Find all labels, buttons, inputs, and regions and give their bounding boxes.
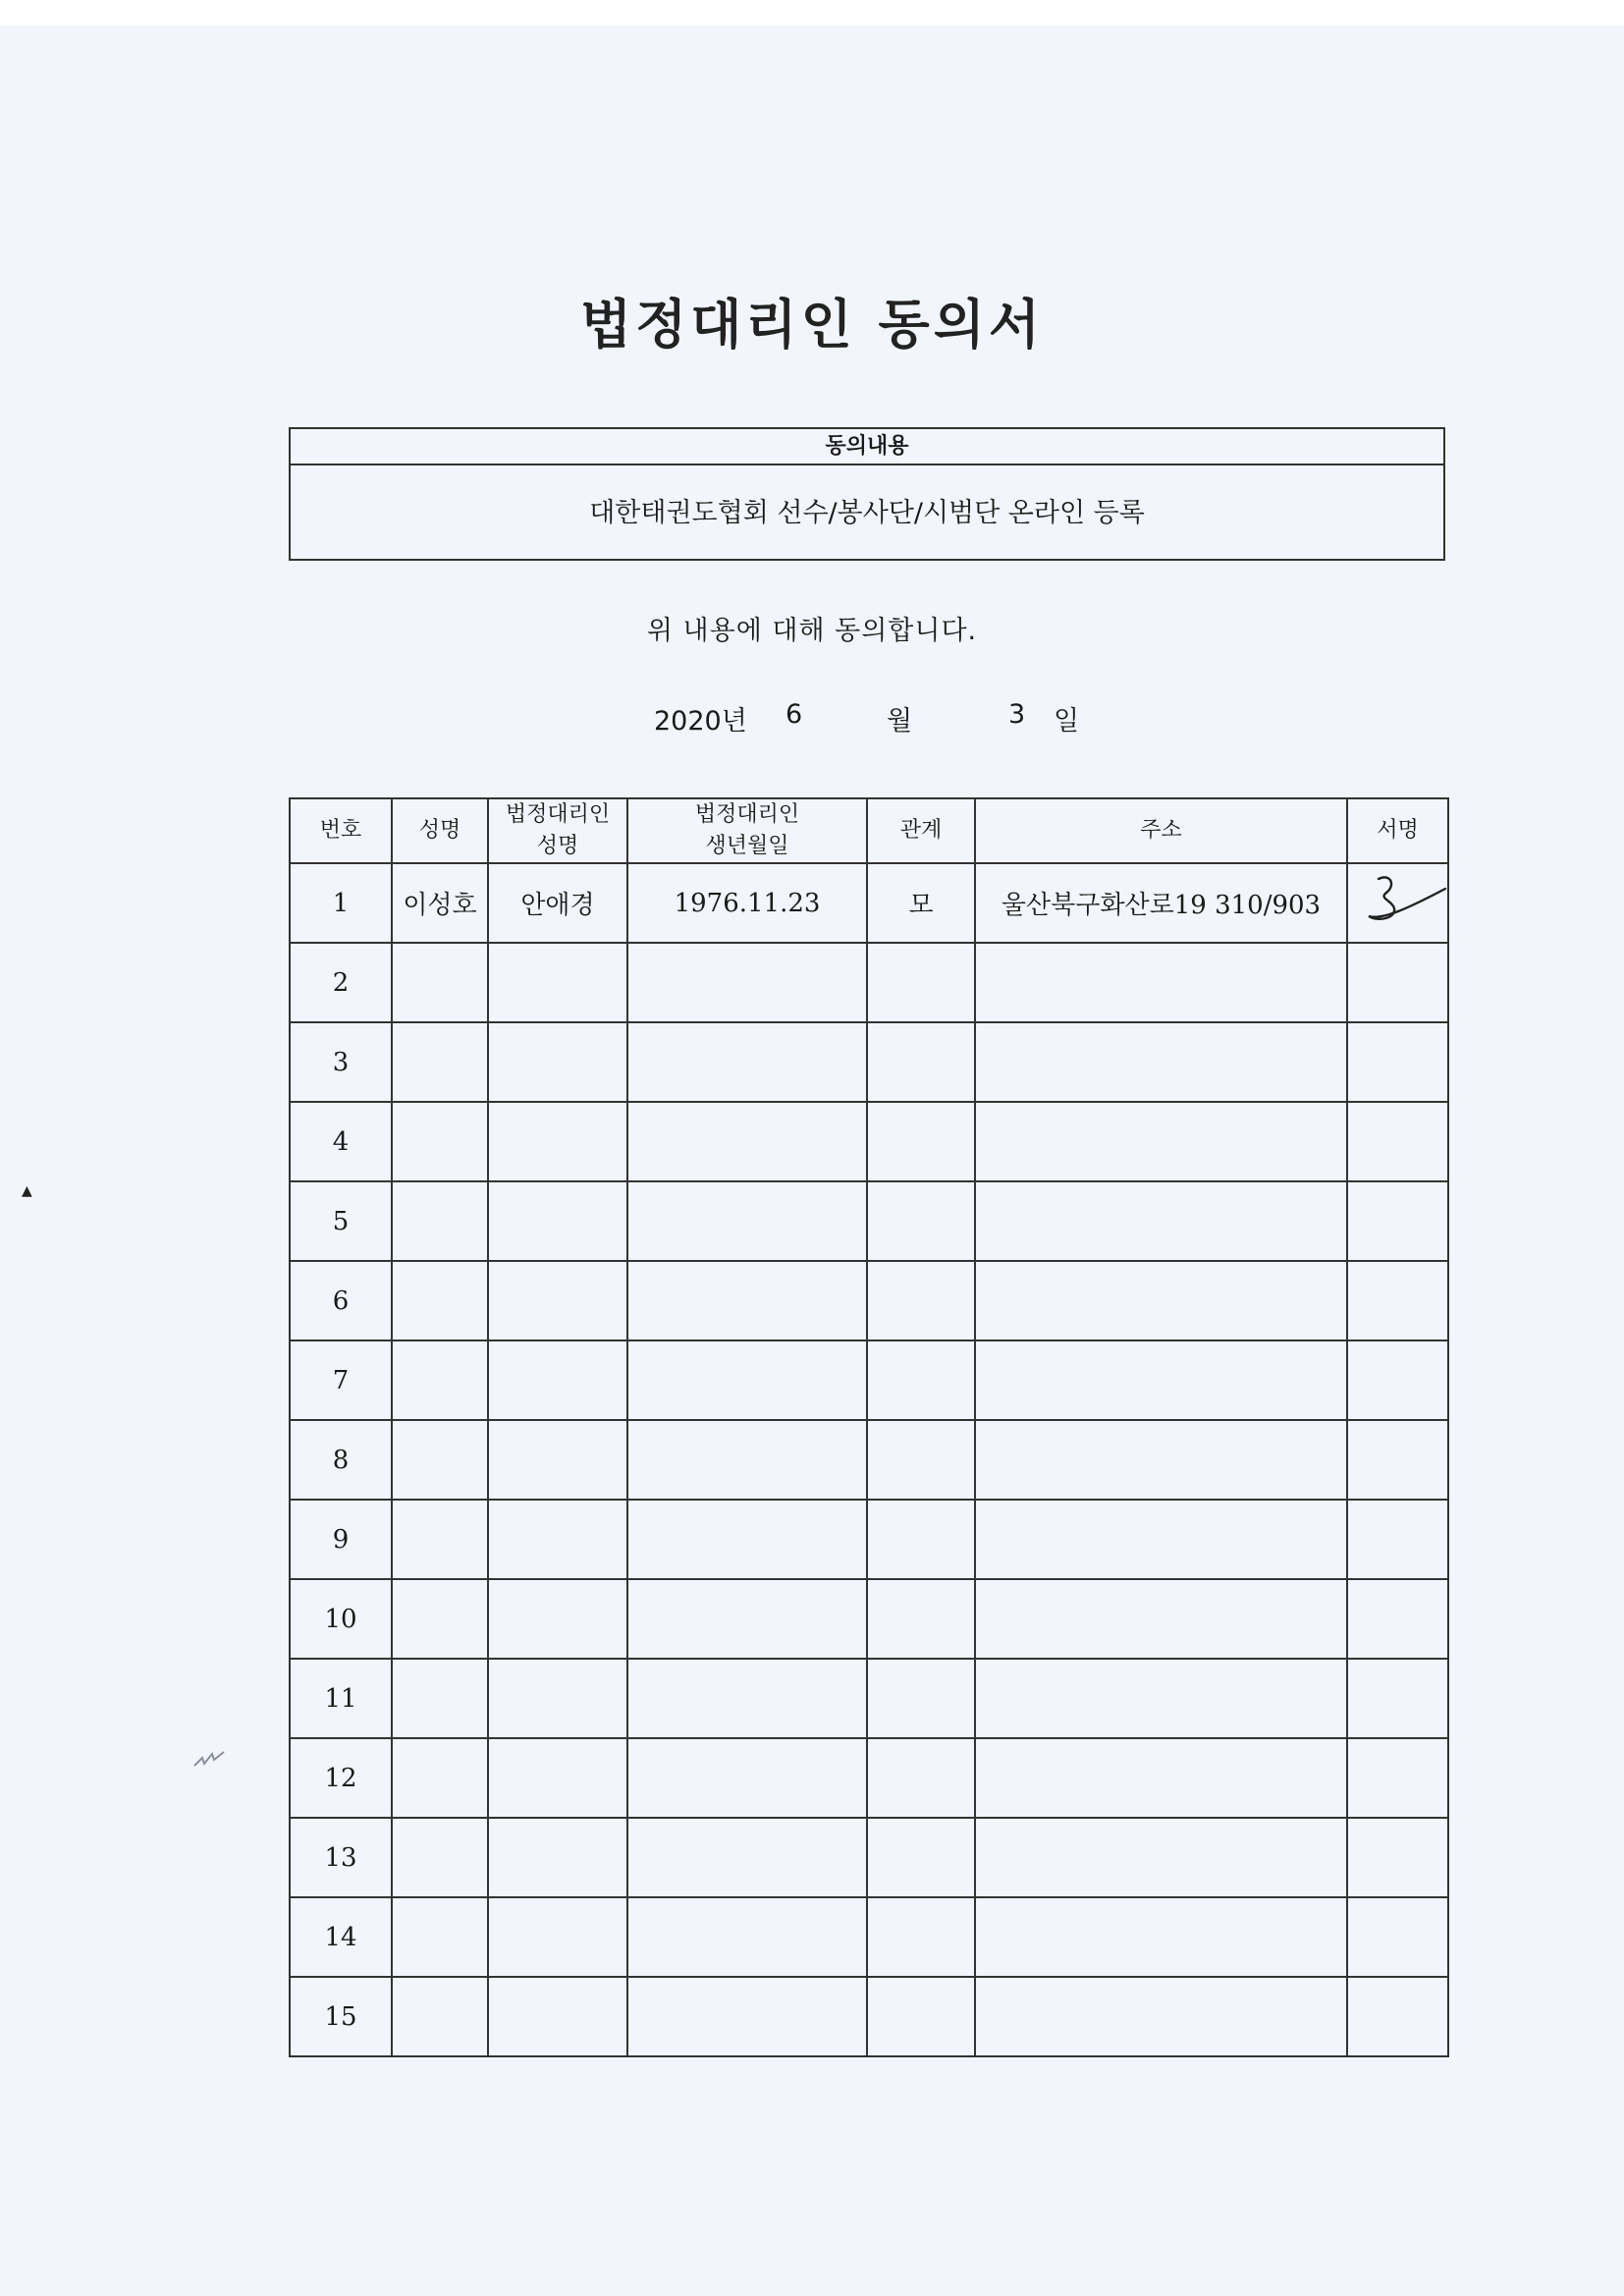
row-guardian-name — [488, 1659, 627, 1738]
row-signature — [1347, 1500, 1448, 1579]
row-name — [392, 1102, 488, 1181]
row-signature — [1347, 1579, 1448, 1659]
table-row — [290, 1897, 1448, 1977]
row-guardian-name — [488, 1977, 627, 2056]
row-guardian-birthdate — [627, 1022, 867, 1102]
row-relation — [867, 1818, 975, 1897]
row-guardian-birthdate — [627, 1659, 867, 1738]
row-number: 8 — [290, 1420, 392, 1500]
handwritten-signature — [1349, 869, 1447, 938]
row-guardian-birthdate — [627, 1102, 867, 1181]
row-relation — [867, 1738, 975, 1818]
header-guardian-name — [488, 798, 627, 863]
row-guardian-name — [488, 943, 627, 1022]
date-year: 2020년 — [654, 706, 747, 737]
row-address — [975, 1579, 1347, 1659]
row-address: 울산북구화산로19 310/903 — [975, 863, 1347, 943]
row-address — [975, 1261, 1347, 1340]
row-guardian-birthdate — [627, 1261, 867, 1340]
row-guardian-birthdate: 1976.11.23 — [627, 863, 867, 943]
row-signature — [1347, 863, 1448, 943]
header-name: 성명 — [392, 798, 488, 863]
row-relation — [867, 943, 975, 1022]
header-relation: 관계 — [867, 798, 975, 863]
row-number: 11 — [290, 1659, 392, 1738]
row-guardian-name — [488, 1818, 627, 1897]
row-address — [975, 1897, 1347, 1977]
row-guardian-name: 안애경 — [488, 863, 627, 943]
row-number: 3 — [290, 1022, 392, 1102]
row-guardian-name — [488, 1261, 627, 1340]
table-row — [290, 1420, 1448, 1500]
row-name — [392, 1897, 488, 1977]
row-guardian-birthdate — [627, 1340, 867, 1420]
row-number: 12 — [290, 1738, 392, 1818]
table-row — [290, 1181, 1448, 1261]
row-signature — [1347, 1897, 1448, 1977]
table-row — [290, 1579, 1448, 1659]
row-guardian-name — [488, 1738, 627, 1818]
row-number: 4 — [290, 1102, 392, 1181]
row-signature — [1347, 1102, 1448, 1181]
row-address — [975, 1340, 1347, 1420]
row-number: 1 — [290, 863, 392, 943]
header-guardian-birthdate-line1: 법정대리인 — [694, 802, 800, 827]
row-relation — [867, 1261, 975, 1340]
scan-smudge — [192, 1748, 228, 1772]
header-guardian-name-line1: 법정대리인 — [505, 802, 611, 827]
row-signature — [1347, 1261, 1448, 1340]
row-guardian-name — [488, 1022, 627, 1102]
row-name — [392, 1977, 488, 2056]
header-number: 번호 — [290, 798, 392, 863]
row-signature — [1347, 1818, 1448, 1897]
consent-content-body: 대한태권도협회 선수/봉사단/시범단 온라인 등록 — [589, 498, 1145, 528]
scan-speck: ▲ — [22, 1183, 32, 1199]
row-guardian-birthdate — [627, 1977, 867, 2056]
row-guardian-birthdate — [627, 1579, 867, 1659]
row-address — [975, 1181, 1347, 1261]
row-signature — [1347, 1022, 1448, 1102]
row-relation — [867, 1897, 975, 1977]
row-name — [392, 1420, 488, 1500]
guardian-roster-table — [289, 797, 1449, 2057]
row-number: 6 — [290, 1261, 392, 1340]
row-name — [392, 1022, 488, 1102]
row-address — [975, 1102, 1347, 1181]
row-guardian-name — [488, 1500, 627, 1579]
row-number: 15 — [290, 1977, 392, 2056]
header-address: 주소 — [975, 798, 1347, 863]
row-address — [975, 1022, 1347, 1102]
row-guardian-birthdate — [627, 1500, 867, 1579]
row-name — [392, 1738, 488, 1818]
row-signature — [1347, 1977, 1448, 2056]
row-address — [975, 1738, 1347, 1818]
row-relation — [867, 1420, 975, 1500]
row-guardian-name — [488, 1897, 627, 1977]
row-relation — [867, 1977, 975, 2056]
row-address — [975, 1977, 1347, 2056]
row-number: 2 — [290, 943, 392, 1022]
row-name — [392, 1500, 488, 1579]
row-guardian-name — [488, 1102, 627, 1181]
date-day: 3 — [1008, 699, 1026, 730]
row-number: 13 — [290, 1818, 392, 1897]
row-guardian-birthdate — [627, 1897, 867, 1977]
table-row — [290, 1500, 1448, 1579]
row-relation — [867, 1340, 975, 1420]
row-name — [392, 943, 488, 1022]
table-row — [290, 1977, 1448, 2056]
consent-content-box — [289, 427, 1445, 561]
agreement-statement: 위 내용에 대해 동의합니다. — [646, 616, 978, 646]
row-relation — [867, 1579, 975, 1659]
row-number: 10 — [290, 1579, 392, 1659]
row-relation — [867, 1102, 975, 1181]
row-guardian-name — [488, 1181, 627, 1261]
date-month-label: 월 — [887, 706, 913, 737]
row-guardian-name — [488, 1579, 627, 1659]
row-number: 5 — [290, 1181, 392, 1261]
header-guardian-birthdate — [627, 798, 867, 863]
row-signature — [1347, 1659, 1448, 1738]
table-row — [290, 1022, 1448, 1102]
row-relation — [867, 1500, 975, 1579]
row-number: 14 — [290, 1897, 392, 1977]
row-guardian-birthdate — [627, 1818, 867, 1897]
consent-content-header: 동의내용 — [291, 429, 1443, 465]
row-guardian-name — [488, 1420, 627, 1500]
table-row — [290, 1261, 1448, 1340]
table-row — [290, 1659, 1448, 1738]
row-address — [975, 943, 1347, 1022]
table-header-row — [290, 798, 1448, 863]
row-guardian-birthdate — [627, 1420, 867, 1500]
table-row — [290, 1340, 1448, 1420]
row-guardian-birthdate — [627, 943, 867, 1022]
row-name — [392, 1818, 488, 1897]
row-relation — [867, 1659, 975, 1738]
row-signature — [1347, 1738, 1448, 1818]
row-relation — [867, 1181, 975, 1261]
row-name: 이성호 — [392, 863, 488, 943]
header-guardian-birthdate-line2: 생년월일 — [705, 834, 789, 858]
row-guardian-birthdate — [627, 1738, 867, 1818]
scan-page-edge — [0, 0, 1624, 26]
row-address — [975, 1818, 1347, 1897]
date-month: 6 — [785, 699, 803, 730]
row-guardian-name — [488, 1340, 627, 1420]
table-row — [290, 1102, 1448, 1181]
row-address — [975, 1500, 1347, 1579]
row-signature — [1347, 1420, 1448, 1500]
row-guardian-birthdate — [627, 1181, 867, 1261]
header-guardian-name-line2: 성명 — [536, 834, 579, 858]
table-row — [290, 1738, 1448, 1818]
table-row — [290, 863, 1448, 943]
row-number: 9 — [290, 1500, 392, 1579]
row-name — [392, 1340, 488, 1420]
row-name — [392, 1261, 488, 1340]
row-signature — [1347, 1181, 1448, 1261]
row-number: 7 — [290, 1340, 392, 1420]
document-title: 법정대리인 동의서 — [579, 294, 1045, 355]
date-day-label: 일 — [1054, 706, 1080, 737]
table-row — [290, 943, 1448, 1022]
table-row — [290, 1818, 1448, 1897]
header-signature: 서명 — [1347, 798, 1448, 863]
row-signature — [1347, 1340, 1448, 1420]
row-name — [392, 1579, 488, 1659]
row-signature — [1347, 943, 1448, 1022]
row-address — [975, 1659, 1347, 1738]
row-address — [975, 1420, 1347, 1500]
row-relation: 모 — [867, 863, 975, 943]
row-relation — [867, 1022, 975, 1102]
row-name — [392, 1181, 488, 1261]
row-name — [392, 1659, 488, 1738]
